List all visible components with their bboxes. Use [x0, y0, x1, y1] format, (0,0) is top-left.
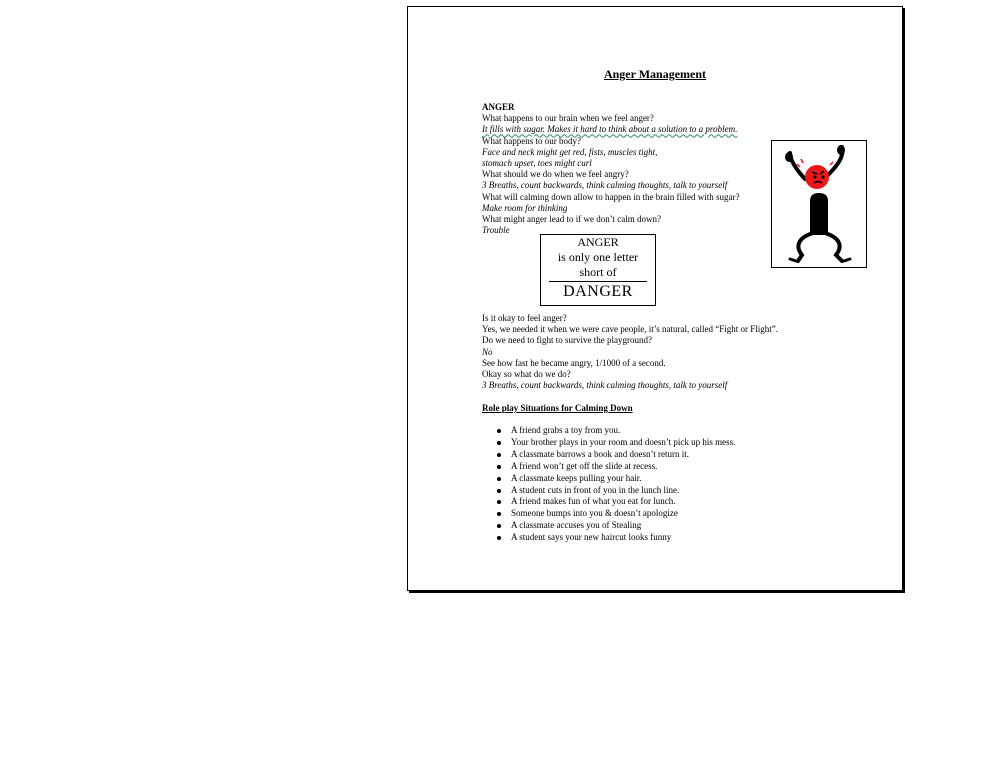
question-line: Okay so what do we do?: [482, 369, 571, 380]
list-item: A classmate keeps pulling your hair.: [494, 473, 814, 485]
answer-line: stomach upset, toes might curl: [482, 158, 592, 169]
question-line: What will calming down allow to happen in the brain filled with sugar?: [482, 191, 740, 202]
answer-line: 3 Breaths, count backwards, think calming thoughts, talk to yourself: [482, 380, 728, 391]
roleplay-heading: Role play Situations for Calming Down: [482, 403, 633, 413]
question-line: What happens to our body?: [482, 135, 581, 146]
section-heading: ANGER: [482, 102, 515, 112]
list-item: A classmate accuses you of Stealing: [494, 520, 814, 532]
answer-line: No: [482, 346, 493, 357]
danger-callout-box: [540, 234, 656, 306]
question-line: What happens to our brain when we feel anger?: [482, 113, 654, 124]
anger-section: [482, 102, 782, 236]
question-line: Is it okay to feel anger?: [482, 313, 567, 323]
fight-or-flight-section: [482, 313, 842, 391]
question-line: What should we do when we feel angry?: [482, 169, 629, 180]
callout-line: short of: [579, 265, 617, 279]
text-line: See how fast he became angry, 1/1000 of a second.: [482, 357, 666, 368]
answer-line: Face and neck might get red, fists, muscles tight,: [482, 146, 658, 157]
callout-line: is only one letter: [557, 250, 639, 264]
list-item: A student cuts in front of you in the lunch line.: [494, 485, 814, 497]
list-item: A classmate barrows a book and doesn’t return it.: [494, 449, 814, 461]
angry-stick-figure-icon: [771, 140, 867, 268]
answer-line: 3 Breaths, count backwards, think calming thoughts, talk to yourself: [482, 180, 728, 191]
list-item: A friend won’t get off the slide at recess.: [494, 461, 814, 473]
question-line: What might anger lead to if we don’t calm down?: [482, 214, 662, 225]
callout-line: ANGER: [577, 235, 619, 249]
answer-line: Trouble: [482, 225, 510, 236]
roleplay-list: [494, 425, 814, 544]
list-item: A friend grabs a toy from you.: [494, 425, 814, 437]
answer-line: It fills with sugar. Makes it hard to think about a solution to a problem.: [482, 124, 738, 135]
page-title: Anger Management: [603, 67, 707, 81]
list-item: A friend makes fun of what you eat for lunch.: [494, 496, 814, 508]
callout-danger-word: DANGER: [563, 283, 633, 300]
list-item: Your brother plays in your room and doesn’t pick up his mess.: [494, 437, 814, 449]
answer-line: Yes, we needed it when we were cave people, it’s natural, called “Fight or Flight”.: [482, 324, 778, 335]
question-line: Do we need to fight to survive the playground?: [482, 335, 652, 346]
document-page: [407, 6, 903, 591]
list-item: A student says your new haircut looks funny: [494, 532, 814, 544]
answer-line: Make room for thinking: [482, 202, 568, 213]
angry-stick-figure-graphic: [772, 141, 866, 267]
list-item: Someone bumps into you & doesn’t apologize: [494, 508, 814, 520]
